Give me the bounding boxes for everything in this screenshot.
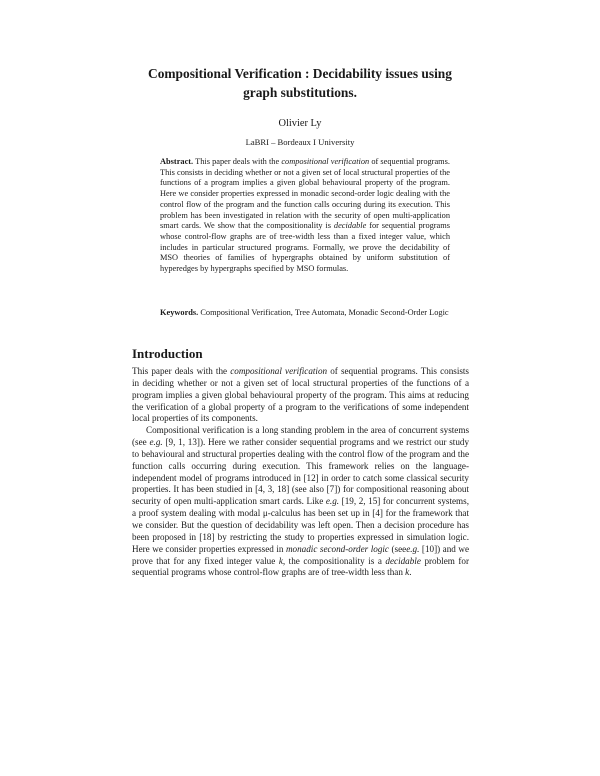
paper-title xyxy=(100,64,500,102)
abstract-text-2: of sequential programs. This consists in deciding whether or not a given set of local structural properties of the functions of a program implies a given global behavioural property of the program. Here we consider properties expressed in monadic second-order logic dealing with the control flow of the program and the function calls occuring during its execution. This problem has been investigated in relation with the security of open multi-application smart cards. We show that the compositionality is xyxy=(160,157,450,231)
intro-p2-text-f: , the compositionality is a xyxy=(282,555,382,566)
abstract-emphasis-2: decidable xyxy=(333,221,367,231)
title-line-2: graph substitutions. xyxy=(243,85,357,100)
abstract-label: Abstract. xyxy=(160,157,194,166)
intro-p1-emphasis: compositional verification xyxy=(230,366,328,376)
intro-p2-eg-2: e.g. xyxy=(325,496,340,507)
title-line-1: Compositional Verification : Decidability issues using xyxy=(148,66,452,81)
intro-p2-text-d: (see xyxy=(391,543,407,554)
intro-p2-text-a: Compositional verification is a long standing problem in the area of concurrent systems (see xyxy=(132,425,469,448)
author-name: Olivier Ly xyxy=(278,118,322,129)
intro-p2-emphasis-decidable: decidable xyxy=(385,555,421,566)
abstract-text-1: This paper deals with the xyxy=(195,157,280,166)
keywords xyxy=(160,307,450,318)
intro-p1-text-b: of sequential programs. This consists in deciding whether or not a given set of local structural properties of the functions of a program implies a given global behavioural property of the program. This aims at reducing the verification of a global property of a program to the verifications of some independent local properties of its components. xyxy=(132,366,469,424)
intro-paragraph-1 xyxy=(132,366,469,425)
intro-p2-emphasis-mso: monadic second-order logic xyxy=(285,543,389,554)
abstract-text-3: for sequential programs whose control-flow graphs are of tree-width less than a fixed integer value, which includes in particular structured programs. Formally, we prove the decidability of MSO theories of families of hypergraphs obtained by uniform substitution of hyperedges by hypergraphs specified by MSO formulas. xyxy=(160,221,451,274)
section-heading-introduction: Introduction xyxy=(132,346,203,361)
affiliation: LaBRI – Bordeaux I University xyxy=(245,137,355,147)
abstract xyxy=(160,157,450,275)
introduction-body xyxy=(132,366,469,579)
intro-p2-eg-3: e.g. xyxy=(406,543,420,554)
intro-p2-text-g: problem for sequential programs whose control-flow graphs are of tree-width less than xyxy=(132,555,470,578)
abstract-emphasis-1: compositional verification xyxy=(281,157,370,166)
intro-p2-eg-1: e.g. xyxy=(149,437,163,448)
intro-p2-variable-k-1: k xyxy=(278,555,283,566)
keywords-label: Keywords. xyxy=(160,308,199,317)
intro-p2-text-h: . xyxy=(409,567,412,578)
keywords-text: Compositional Verification, Tree Automata, Monadic Second-Order Logic xyxy=(200,308,449,317)
intro-p2-text-b: [9, 1, 13]). Here we rather consider sequential programs and we restrict our study to behavioural and structural properties dealing with the control flow of the program and the function calls occurring during execution. This framework relies on the language-independent model of programs introduced in [12] in order to catch some classical security properties. It has been studied in [4, 3, 18] (see also [7]) for compositional reasoning about security of open multi-application smart cards. Like xyxy=(132,437,470,507)
intro-paragraph-2 xyxy=(132,425,469,579)
intro-p2-text-e: [10]) and we prove that for any fixed integer value xyxy=(132,543,469,566)
intro-p1-text-a: This paper deals with the xyxy=(132,366,228,376)
intro-p2-text-c: [19, 2, 15] for concurrent systems, a proof system dealing with modal μ-calculus has been set up in [4] for the framework that we consider. But the question of decidability was left open. Then a decision procedure has been proposed in [18] by restricting the study to properties expressed in simulation logic. Here we consider properties expressed in xyxy=(132,496,469,554)
intro-p2-variable-k-2: k xyxy=(405,567,410,578)
